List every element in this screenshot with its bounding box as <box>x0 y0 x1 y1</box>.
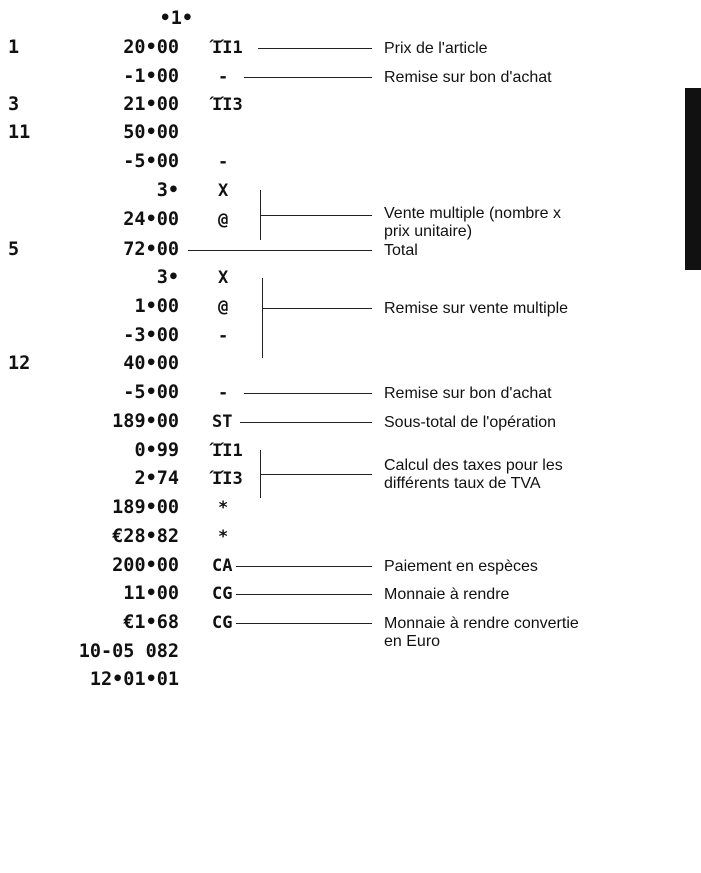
annotation-label: Paiement en espèces <box>384 558 538 575</box>
line-amount: 200•00 <box>112 555 179 576</box>
receipt-line <box>0 264 701 292</box>
annotation-label: en Euro <box>384 633 441 650</box>
receipt-line <box>0 177 701 205</box>
annotation-label: Sous-total de l'opération <box>384 414 557 431</box>
annotation-label: prix unitaire) <box>384 223 473 240</box>
line-amount: -5•00 <box>123 382 179 403</box>
leader-line <box>236 594 372 595</box>
line-amount: 0•99 <box>134 440 179 461</box>
department-number: 11 <box>8 122 31 143</box>
annotation-label: Total <box>384 242 418 259</box>
line-amount: 40•00 <box>123 353 179 374</box>
leader-line <box>244 77 372 78</box>
line-symbol: @ <box>218 297 229 317</box>
line-symbol: - <box>218 152 229 172</box>
leader-line <box>236 566 372 567</box>
line-amount: 3• <box>156 267 179 288</box>
line-symbol: ΊΊ1 <box>212 441 243 461</box>
line-symbol: ΊΊ3 <box>212 469 243 489</box>
line-amount: 10-05 082 <box>78 641 179 662</box>
receipt-line <box>0 91 701 119</box>
line-symbol: CG <box>212 584 233 604</box>
department-number: 1 <box>8 37 20 58</box>
line-symbol: CG <box>212 613 233 633</box>
leader-line <box>260 474 372 475</box>
leader-line <box>244 393 372 394</box>
department-number: 3 <box>8 94 20 115</box>
leader-line <box>188 250 372 251</box>
receipt-line <box>0 638 701 666</box>
line-amount: 72•00 <box>123 239 179 260</box>
annotation-label: Monnaie à rendre convertie <box>384 615 579 632</box>
page-edge-tab <box>685 88 701 270</box>
line-amount: -5•00 <box>123 151 179 172</box>
leader-line <box>260 215 372 216</box>
line-symbol: * <box>218 527 229 547</box>
line-symbol: ΊΊ1 <box>212 38 243 58</box>
annotation-label: Calcul des taxes pour les <box>384 457 563 474</box>
line-symbol: X <box>218 181 229 201</box>
leader-line <box>236 623 372 624</box>
line-symbol: CA <box>212 556 233 576</box>
leader-line <box>240 422 372 423</box>
annotation-label: Monnaie à rendre <box>384 586 510 603</box>
line-symbol: - <box>218 326 229 346</box>
department-number: 12 <box>8 353 31 374</box>
line-symbol: * <box>218 498 229 518</box>
annotation-label: Remise sur bon d'achat <box>384 385 552 402</box>
annotation-label: différents taux de TVA <box>384 475 541 492</box>
receipt-line <box>0 293 701 321</box>
annotation-label: Remise sur vente multiple <box>384 300 569 317</box>
annotation-label: Prix de l'article <box>384 40 488 57</box>
receipt-header-line <box>0 5 701 33</box>
receipt-line <box>0 437 701 465</box>
leader-line <box>258 48 372 49</box>
line-symbol: ST <box>212 412 233 432</box>
leader-line <box>262 308 372 309</box>
receipt-line <box>0 523 701 551</box>
receipt-line <box>0 666 701 694</box>
line-amount: 21•00 <box>123 94 179 115</box>
receipt-line <box>0 148 701 176</box>
line-amount: 24•00 <box>123 209 179 230</box>
receipt-line <box>0 206 701 234</box>
line-amount: -3•00 <box>123 325 179 346</box>
line-amount: 189•00 <box>112 497 179 518</box>
line-amount: 11•00 <box>123 583 179 604</box>
line-amount: 12•01•01 <box>89 669 179 690</box>
receipt-line <box>0 494 701 522</box>
line-amount: 2•74 <box>134 468 179 489</box>
line-symbol: @ <box>218 210 229 230</box>
department-number: 5 <box>8 239 20 260</box>
line-amount: 3• <box>156 180 179 201</box>
line-amount: 50•00 <box>123 122 179 143</box>
line-amount: -1•00 <box>123 66 179 87</box>
line-symbol: - <box>218 383 229 403</box>
receipt-line <box>0 350 701 378</box>
line-symbol: X <box>218 268 229 288</box>
receipt-line <box>0 465 701 493</box>
line-symbol: - <box>218 67 229 87</box>
annotation-label: Remise sur bon d'achat <box>384 69 552 86</box>
line-amount: 20•00 <box>123 37 179 58</box>
line-symbol: ΊΊ3 <box>212 95 243 115</box>
line-amount: €1•68 <box>123 612 179 633</box>
line-amount: €28•82 <box>112 526 179 547</box>
receipt-line <box>0 119 701 147</box>
receipt-line <box>0 322 701 350</box>
line-amount: 1•00 <box>134 296 179 317</box>
bracket-line <box>262 278 263 358</box>
line-amount: 189•00 <box>112 411 179 432</box>
annotation-label: Vente multiple (nombre x <box>384 205 561 222</box>
receipt-header: •1• <box>159 8 193 29</box>
